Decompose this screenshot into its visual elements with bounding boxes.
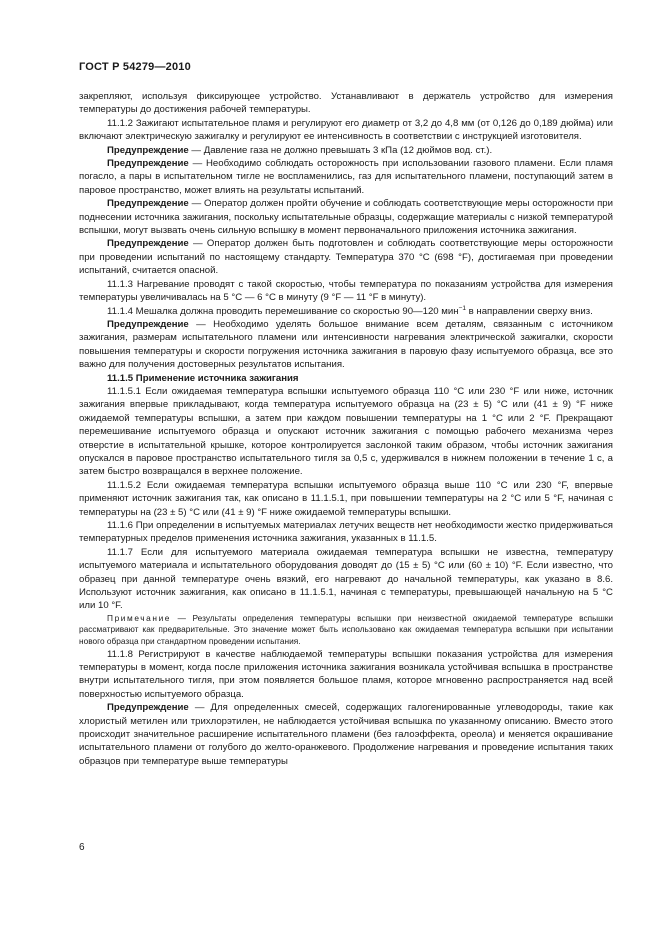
note-block (79, 613, 613, 648)
warning-gas-pressure (79, 144, 613, 157)
warning-text: — Для определенных смесей, содержащих галогенированные углеводороды, такие как хлористый метилен или трихлорэтилен, не наблюдается устойчивая вспышка по указанному описанию. Вместо этого происходит значительное расширение испытательного пламени (без галоэффекта, ореола) и меняется окрашивание испытательного пламени от голубого до желто-оранжевого. Продолжение нагревания и проведение испытания таких образцов при температуре выше температуры (79, 702, 613, 767)
standard-header: ГОСТ Р 54279—2010 (79, 61, 191, 73)
paragraph-11-1-3: 11.1.3 Нагревание проводят с такой скоростью, чтобы температура по показаниям устройства для измерения температуры увеличивалась на 5 °C — 6 °C в минуту (9 °F — 11 °F в минуту). (79, 278, 613, 304)
warning-text: — Необходимо соблюдать осторожность при использовании газового пламени. Если пламя погасло, а пары в испытательном тигле не воспламенились, газ для испытательного пламени, поступающий затем в паровое пространство, может влиять на результаты испытаний. (79, 158, 613, 196)
warning-text: — Оператор должен быть подготовлен и соблюдать соответствующие меры осторожности при проведении испытаний по настоящему стандарту. Температура 370 °C (698 °F), достигаемая при проведении испытаний, считается опасной. (79, 238, 613, 277)
paragraph-11-1-6: 11.1.6 При определении в испытуемых материалах летучих веществ нет необходимости жестко придерживаться температурных пределов применения источника зажигания, указанных в 11.1.5. (79, 520, 613, 545)
paragraph-continuation: закрепляют, используя фиксирующее устройство. Устанавливают в держатель устройство для измерения температуры до достижения рабочей температуры. (79, 91, 613, 116)
paragraph-text: 11.1.4 Мешалка должна проводить перемешивание со скоростью 90—120 мин (107, 305, 459, 317)
note-text: — Результаты определения температуры вспышки при неизвестной ожидаемой температуре вспышки рассматривают как предварительные. Это значение может быть использовано как ожидаемая температура вспышки при испытании нового образца при стандартном проведении испытания. (79, 612, 613, 647)
paragraph-11-1-7: 11.1.7 Если для испытуемого материала ожидаемая температура вспышки не известна, температуру испытуемого материала и испытательного оборудования доводят до (15 ± 5) °C или (60 ± 10) °F. Если известно, что образец при данной температуре очень вязкий, его нагревают до начальной температуры, как указано в 8.6. Используют источник зажигания, как описано в 11.1.5.1, начиная с температуры, превышающей начальную на 5 °C или 10 °F. (79, 546, 613, 612)
warning-label: Предупреждение (107, 158, 189, 170)
paragraph-11-1-8: 11.1.8 Регистрируют в качестве наблюдаемой температуры вспышки показания устройства для измерения температуры в момент, когда после приложения источника зажигания возникала устойчивая вспышка в пространстве внутри испытательного тигля, при этом появляется большое пламя, которое мгновенно распространяется над всей поверхностью испытуемого образца. (79, 648, 613, 700)
superscript: −1 (458, 304, 466, 312)
warning-operator-precautions (79, 237, 613, 277)
paragraph-text-after: в направлении сверху вниз. (465, 305, 593, 317)
paragraph-11-1-5-1: 11.1.5.1 Если ожидаемая температура вспышки испытуемого образца 110 °C или 230 °F или ниже, источник зажигания впервые прикладывают, когда температура испытуемого образца на (23 ± 5) °C или (41 ± 9) °F ниже ожидаемой температуры вспышки, а затем при каждом повышении температуры на 1 °C или 2 °F. Прекращают перемешивание испытуемого образца и опускают источник зажигания с помощью рабочего механизма через отверстие в испытательной крышке, которое контролируется заслонкой таким образом, чтобы источник зажигания опускался в паровое пространство испытательного тигля за 0,5 с, удерживался в нижнем положении в течение 1 с, а затем быстро возвращался в верхнее положение. (79, 385, 613, 478)
warning-label: Предупреждение (107, 144, 189, 156)
warning-operator-training (79, 197, 613, 237)
paragraph-11-1-5-2: 11.1.5.2 Если ожидаемая температура вспышки испытуемого образца выше 110 °C или 230 °F, впервые применяют источник зажигания так, как описано в 11.1.5.1, при повышении температуры на 2 °C или 5 °F, начиная с температуры на (23 ± 5) °C или (41 ± 9) °F ниже ожидаемой температуры вспышки. (79, 479, 613, 518)
warning-label: Предупреждение (107, 702, 189, 714)
paragraph-11-1-2: 11.1.2 Зажигают испытательное пламя и регулируют его диаметр от 3,2 до 4,8 мм (от 0,126 до 0,189 дюйма) или включают электрическую зажигалку и регулируют ее интенсивность в соответствии с инструкцией изготовителя. (79, 117, 613, 143)
warning-text: — Давление газа не должно превышать 3 кПа (12 дюймов вод. ст.). (188, 144, 493, 156)
warning-halogenated (79, 701, 613, 768)
note-label: Примечание (107, 612, 172, 623)
warning-label: Предупреждение (107, 198, 189, 210)
warning-ignition-details (79, 318, 613, 372)
document-body (79, 90, 613, 768)
page-number: 6 (79, 842, 85, 853)
section-heading-11-1-5: 11.1.5 Применение источника зажигания (107, 372, 299, 384)
warning-gas-flame (79, 157, 613, 197)
warning-text: — Необходимо уделять большое внимание всем деталям, связанным с источником зажигания, размерам испытательного пламени или интенсивности нагревания электрической зажигалки, скорости повышения температуры и скорости погружения источника зажигания в паровую фазу испытуемого образца, все это важно для получения достоверных результатов испытания. (79, 318, 613, 371)
warning-label: Предупреждение (107, 318, 189, 330)
paragraph-11-1-4 (79, 305, 613, 318)
warning-text: — Оператор должен пройти обучение и соблюдать соответствующие меры осторожности при поднесении источника зажигания, поскольку испытательные образцы, содержащие материалы с низкой температурой вспышки, могут вызвать очень сильную вспышку в момент первоначального приложения источника зажигания. (79, 198, 613, 237)
warning-label: Предупреждение (107, 238, 189, 250)
